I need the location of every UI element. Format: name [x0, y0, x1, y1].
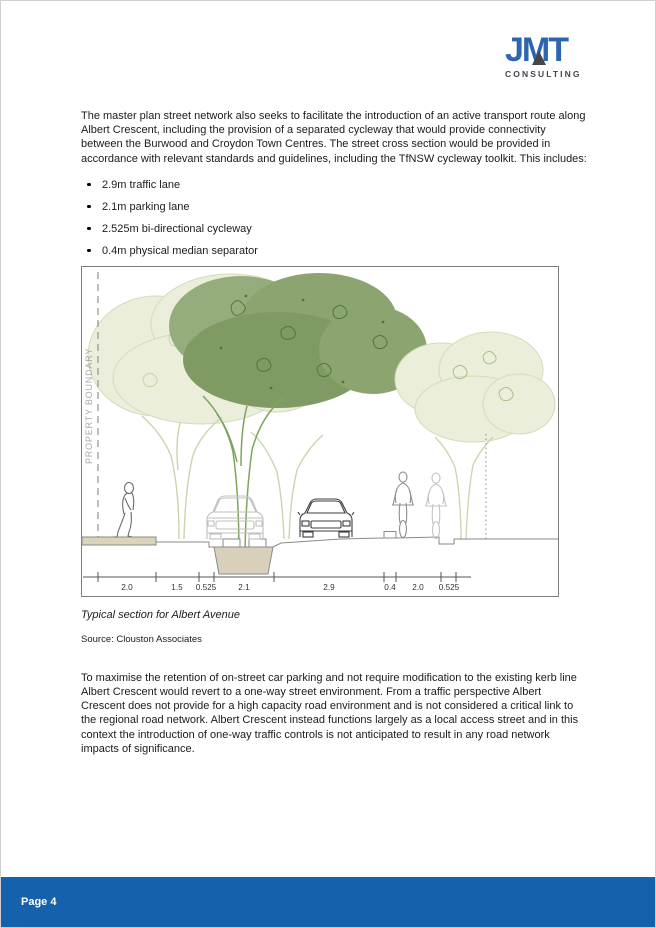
bullet-text: 2.525m bi-directional cycleway: [102, 222, 252, 235]
bullet-item: [81, 178, 587, 192]
bullet-dot-icon: [87, 205, 91, 209]
dimension-label: 2.0: [412, 582, 424, 592]
median-separator-block: [384, 531, 396, 538]
dimension-label: 0.4: [384, 582, 396, 592]
bullet-dot-icon: [87, 227, 91, 231]
planter-box: [249, 539, 266, 547]
bullet-dot-icon: [87, 183, 91, 187]
bullet-item: [81, 200, 587, 214]
street-section-diagram: [81, 266, 559, 597]
jmt-logo: [505, 31, 585, 79]
tree-pit: [214, 547, 273, 574]
property-boundary-label: PROPERTY BOUNDARY: [84, 347, 94, 464]
footpath: [82, 537, 156, 545]
bullet-dot-icon: [87, 249, 91, 253]
figure-source: Source: Clouston Associates: [81, 633, 202, 645]
intro-paragraph: The master plan street network also seeks to facilitate the introduction of an active transport route along Albert Crescent, including the provision of a separated cycleway that would provide connectivity between the Burwood and Croydon Town Centres. The street cross section would be provided in accordance with relevant standards and guidelines, including the TfNSW cycleway toolkit. This includes:: [81, 110, 587, 165]
street-section-figure: [81, 266, 587, 645]
bullet-text: 2.1m parking lane: [102, 200, 190, 213]
logo-wordmark: [505, 31, 567, 69]
page-number: Page 4: [21, 896, 57, 908]
page-footer: [1, 877, 655, 927]
dimension-label: 2.9: [323, 582, 335, 592]
bullet-list: [81, 178, 587, 258]
logo-text: JMT: [505, 31, 567, 69]
dimension-label: 0.525: [195, 582, 217, 592]
bullet-text: 0.4m physical median separator: [102, 244, 258, 257]
planter-box: [223, 539, 240, 547]
logo-subtitle: CONSULTING: [505, 69, 582, 79]
dimension-label: 2.1: [238, 582, 250, 592]
dimension-label: 1.5: [171, 582, 183, 592]
bullet-item: [81, 222, 587, 236]
page-body: [81, 109, 587, 756]
logo-triangle-icon: [532, 51, 546, 65]
figure-caption: Typical section for Albert Avenue: [81, 608, 240, 621]
closing-paragraph: To maximise the retention of on-street car parking and not require modification to the existing kerb line Albert Crescent would revert to a one-way street environment. From a traffic perspective Albert Crescent does not provide for a high capacity road environment and is not considered a critical link to the regional road network. Albert Crescent instead functions largely as a local access street and in this context the introduction of one-way traffic controls is not anticipated to result in any road network impacts of significance.: [81, 671, 579, 755]
bullet-text: 2.9m traffic lane: [102, 178, 181, 191]
dimension-label: 2.0: [121, 582, 133, 592]
bullet-item: [81, 244, 587, 258]
dimension-label: 0.525: [438, 582, 460, 592]
